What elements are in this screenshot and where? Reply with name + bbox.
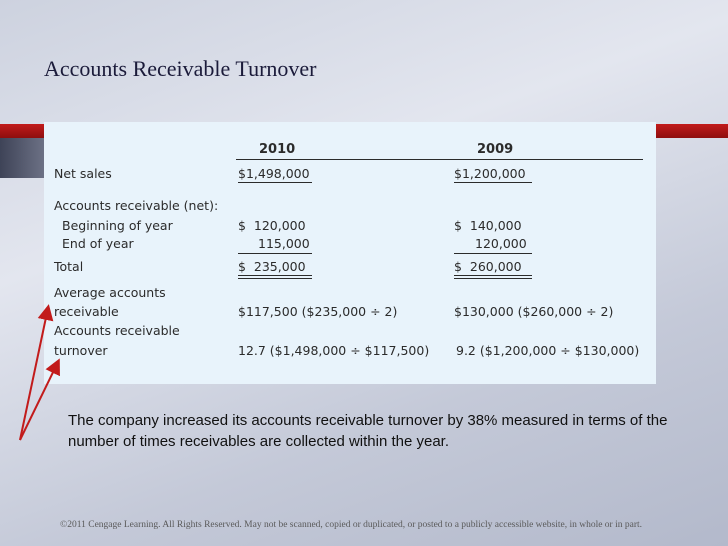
turnover-label-line1: Accounts receivable [54, 323, 180, 338]
end-label: End of year [62, 236, 134, 251]
arrow-to-average-ar [20, 308, 48, 440]
end-2010: 115,000 [258, 236, 310, 251]
slide-title: Accounts Receivable Turnover [44, 56, 317, 81]
total-2009: $ 260,000 [454, 259, 522, 274]
avg-ar-label-line1: Average accounts [54, 285, 166, 300]
arrow-to-turnover [20, 362, 58, 440]
total-label: Total [54, 259, 84, 274]
turnover-2010: 12.7 ($1,498,000 ÷ $117,500) [238, 343, 430, 358]
header-2010: 2010 [259, 142, 296, 157]
net-sales-2010: $1,498,000 [238, 166, 310, 181]
copyright-footer: ©2011 Cengage Learning. All Rights Reserved. May not be scanned, copied or duplicated, or posted to a publicly accessible website, in whole or in part. [60, 520, 642, 530]
caption-text: The company increased its accounts receivable turnover by 38% measured in terms of the number of times receivables are collected within the year. [68, 412, 668, 450]
net-sales-2009: $1,200,000 [454, 166, 526, 181]
header-2009: 2009 [477, 142, 514, 157]
turnover-2009: 9.2 ($1,200,000 ÷ $130,000) [456, 343, 640, 358]
ar-net-label: Accounts receivable (net): [54, 198, 219, 213]
avg-ar-2009: $130,000 ($260,000 ÷ 2) [454, 304, 614, 319]
avg-ar-2010: $117,500 ($235,000 ÷ 2) [238, 304, 398, 319]
beginning-label: Beginning of year [62, 218, 173, 233]
beginning-2009: $ 140,000 [454, 218, 522, 233]
end-2009: 120,000 [475, 236, 527, 251]
beginning-2010: $ 120,000 [238, 218, 306, 233]
avg-ar-label-line2: receivable [54, 304, 119, 319]
net-sales-label: Net sales [54, 166, 112, 181]
turnover-label-line2: turnover [54, 343, 108, 358]
total-2010: $ 235,000 [238, 259, 306, 274]
